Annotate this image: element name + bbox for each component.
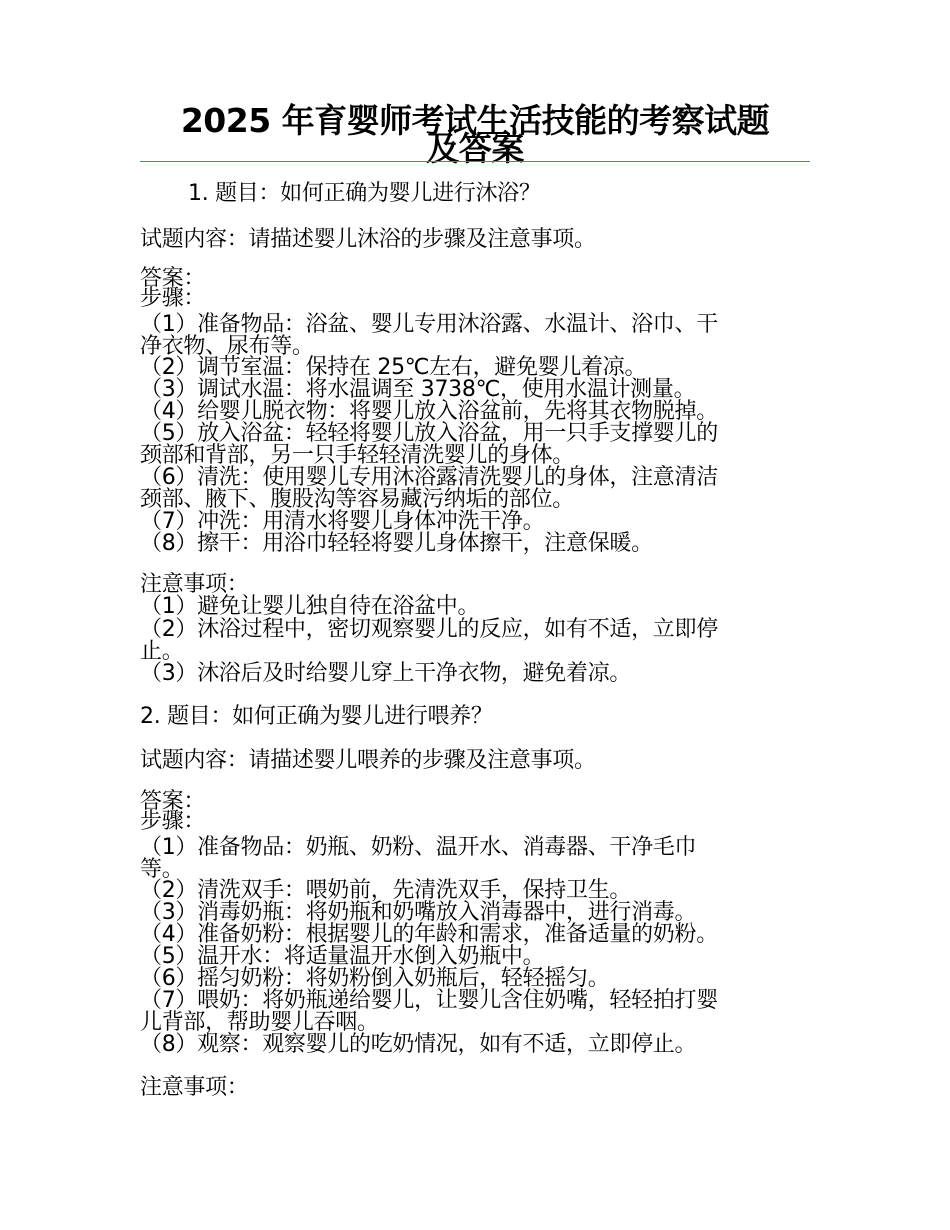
question-2-steps-label: 步骤： — [140, 809, 206, 834]
q1-step-line: （8）擦干：用浴巾轻轻将婴儿身体擦干，注意保暖。 — [140, 531, 653, 556]
q2-step-line: （5）温开水：将适量温开水倒入奶瓶中。 — [140, 944, 545, 969]
question-1-content: 试题内容：请描述婴儿沐浴的步骤及注意事项。 — [140, 227, 596, 252]
q1-step-line: （6）清洗：使用婴儿专用沐浴露清洗婴儿的身体，注意清洁 — [140, 465, 718, 490]
q1-step-line: 颈部和背部，另一只手轻轻清洗婴儿的身体。 — [140, 443, 575, 468]
question-2-notes-label: 注意事项： — [140, 1075, 249, 1100]
q2-step-line: （7）喂奶：将奶瓶递给婴儿，让婴儿含住奶嘴，轻轻拍打婴 — [140, 988, 718, 1013]
q2-step-line: （8）观察：观察婴儿的吃奶情况，如有不适，立即停止。 — [140, 1032, 697, 1057]
q1-step-line: 净衣物、尿布等。 — [140, 334, 314, 359]
q1-note-line: 止。 — [140, 639, 184, 664]
q1-step-line: （2）调节室温：保持在 25℃左右，避免婴儿着凉。 — [140, 355, 647, 380]
question-1-steps-label: 步骤： — [140, 286, 206, 311]
question-1-notes-label: 注意事项： — [140, 572, 249, 597]
q2-step-line: 儿背部，帮助婴儿吞咽。 — [140, 1010, 379, 1035]
q1-step-line: （5）放入浴盆：轻轻将婴儿放入浴盆，用一只手支撑婴儿的 — [140, 421, 718, 446]
q2-step-line: （2）清洗双手：喂奶前，先清洗双手，保持卫生。 — [140, 878, 632, 903]
question-1-heading: 1. 题目：如何正确为婴儿进行沐浴？ — [188, 181, 541, 206]
q1-step-line: （1）准备物品：浴盆、婴儿专用沐浴露、水温计、浴巾、干 — [140, 312, 718, 337]
q2-step-line: 等。 — [140, 857, 184, 882]
q1-step-line: （3）调试水温：将水温调至 3738℃，使用水温计测量。 — [140, 377, 696, 402]
question-2-answer-label: 答案： — [140, 789, 206, 814]
title-divider — [140, 161, 810, 162]
document-title-line-2: 及答案 — [426, 129, 524, 168]
q1-note-line: （3）沐浴后及时给婴儿穿上干净衣物，避免着凉。 — [140, 661, 632, 686]
q2-step-line: （3）消毒奶瓶：将奶瓶和奶嘴放入消毒器中，进行消毒。 — [140, 900, 697, 925]
q1-note-line: （2）沐浴过程中，密切观察婴儿的反应，如有不适，立即停 — [140, 617, 718, 642]
q2-step-line: （6）摇匀奶粉：将奶粉倒入奶瓶后，轻轻摇匀。 — [140, 966, 610, 991]
question-1-answer-label: 答案： — [140, 266, 206, 291]
q1-step-line: （7）冲洗：用清水将婴儿身体冲洗干净。 — [140, 509, 545, 534]
q2-step-line: （4）准备奶粉：根据婴儿的年龄和需求，准备适量的奶粉。 — [140, 922, 718, 947]
question-2-heading: 2. 题目：如何正确为婴儿进行喂养？ — [140, 704, 493, 729]
q1-note-line: （1）避免让婴儿独自待在浴盆中。 — [140, 594, 480, 619]
q2-step-line: （1）准备物品：奶瓶、奶粉、温开水、消毒器、干净毛巾 — [140, 835, 697, 860]
document-title-line-1: 2025 年育婴师考试生活技能的考察试题 — [180, 101, 770, 140]
q1-step-line: 颈部、腋下、腹股沟等容易藏污纳垢的部位。 — [140, 487, 575, 512]
question-2-content: 试题内容：请描述婴儿喂养的步骤及注意事项。 — [140, 748, 596, 773]
q1-step-line: （4）给婴儿脱衣物：将婴儿放入浴盆前，先将其衣物脱掉。 — [140, 399, 718, 424]
